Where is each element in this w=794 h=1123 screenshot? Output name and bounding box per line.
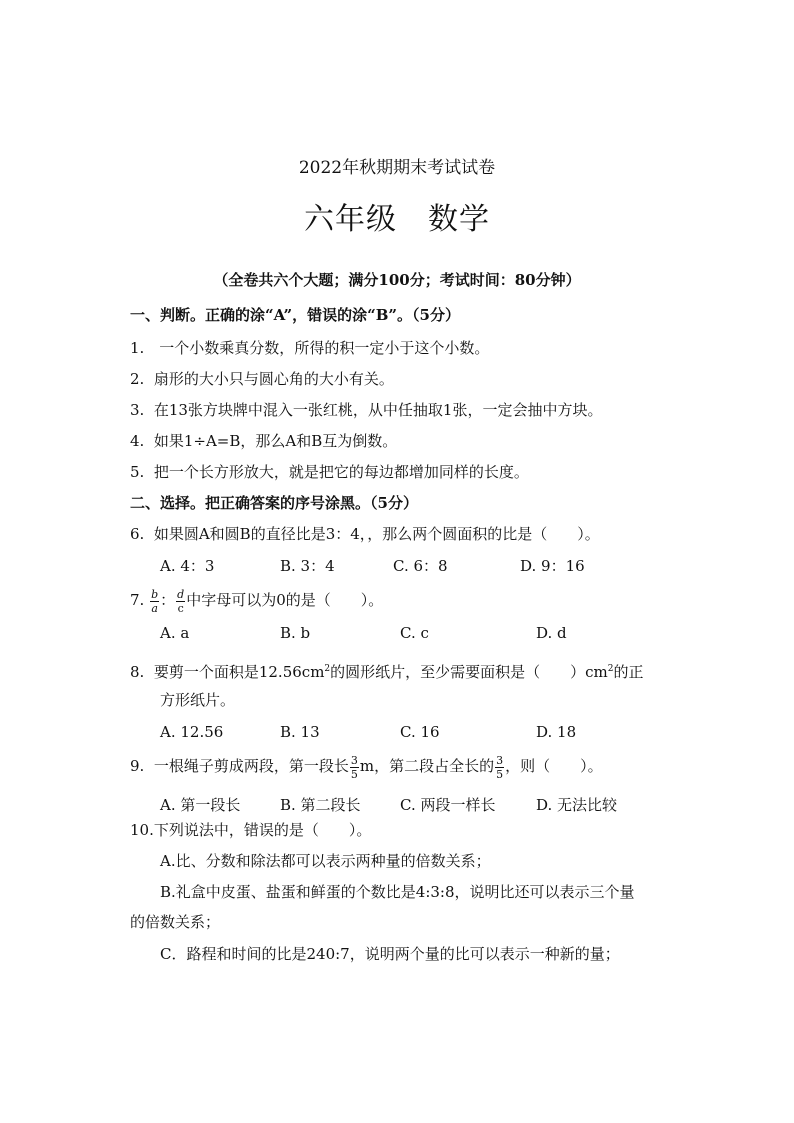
exam-title: 2022年秋期期末考试试卷 (298, 158, 496, 178)
q6-option-b: B. 3：4 (280, 557, 335, 575)
q9-fraction-1: $\frac{3}{5}$ (350, 753, 358, 781)
q10-option-a: A.比、分数和除法都可以表示两种量的倍数关系； (160, 852, 491, 870)
q7-option-b: B. b (280, 624, 311, 642)
question-8-line1: 8. 要剪一个面积是$12.56cm^2$的圆形纸片，至少需要面积是（ ）$cm^2$的正 (130, 663, 644, 681)
q9-option-a: A. 第一段长 (160, 796, 241, 814)
question-4: 4. 如果1÷A=B，那么A和B互为倒数。 (130, 432, 398, 450)
q7-fraction-b-over-a: $\frac{b}{a}$ (151, 587, 159, 615)
q7-colon: ： (160, 591, 176, 609)
q8-option-a: A. 12.56 (160, 723, 224, 741)
question-3: 3. 在13张方块牌中混入一张红桃，从中任抽取1张，一定会抽中方块。 (130, 401, 603, 419)
q8-option-b: B. 13 (280, 723, 320, 741)
question-7 (130, 586, 383, 615)
q7-fraction-d-over-c: $\frac{d}{c}$ (177, 587, 185, 615)
q10-option-b-line2: 的倍数关系； (130, 913, 221, 931)
section1-heading: 一、判断。正确的涂“A”，错误的涂“B”。（5分） (130, 306, 460, 324)
q6-option-a: A. 4：3 (160, 557, 215, 575)
exam-info: （全卷共六个大题；满分100分；考试时间：80分钟） (213, 271, 581, 289)
q7-number: 7. (130, 591, 145, 609)
q8-option-d: D. 18 (536, 723, 577, 741)
q8-option-c: C. 16 (400, 723, 440, 741)
question-1: 1. 一个小数乘真分数，所得的积一定小于这个小数。 (130, 339, 490, 357)
q7-option-c: C. c (400, 624, 429, 642)
q6-option-c: C. 6：8 (393, 557, 448, 575)
question-2: 2. 扇形的大小只与圆心角的大小有关。 (130, 370, 394, 388)
section2-heading: 二、选择。把正确答案的序号涂黑。（5分） (130, 494, 418, 512)
q7-option-a: A. a (160, 624, 190, 642)
q9-option-b: B. 第二段长 (280, 796, 361, 814)
question-10: 10.下列说法中，错误的是（ ）。 (130, 821, 372, 839)
q9-fraction-2: $\frac{3}{5}$ (496, 753, 504, 781)
q7-option-d: D. d (536, 624, 567, 642)
q9-option-d: D. 无法比较 (536, 796, 618, 814)
question-9: 9. 一根绳子剪成两段，第一段长 $\frac{3}{5}$ m，第二段占全长的 $\frac{3}{5}$ ，则（ ）。 (130, 753, 603, 781)
question-8-line2: 方形纸片。 (160, 691, 236, 709)
q9-option-c: C. 两段一样长 (400, 796, 496, 814)
q6-option-d: D. 9：16 (520, 557, 585, 575)
question-6: 6. 如果圆A和圆B的直径比是3：4，，那么两个圆面积的比是（ ）。 (130, 525, 600, 543)
question-5: 5. 把一个长方形放大，就是把它的每边都增加同样的长度。 (130, 463, 529, 481)
q10-option-c: C．路程和时间的比是240:7，说明两个量的比可以表示一种新的量； (160, 945, 620, 963)
subject-title: 六年级 数学 (304, 202, 490, 237)
q10-option-b-line1: B.礼盒中皮蛋、盐蛋和鲜蛋的个数比是4:3:8，说明比还可以表示三个量 (160, 883, 635, 901)
q7-stem: 中字母可以为0的是（ ）。 (186, 591, 384, 609)
